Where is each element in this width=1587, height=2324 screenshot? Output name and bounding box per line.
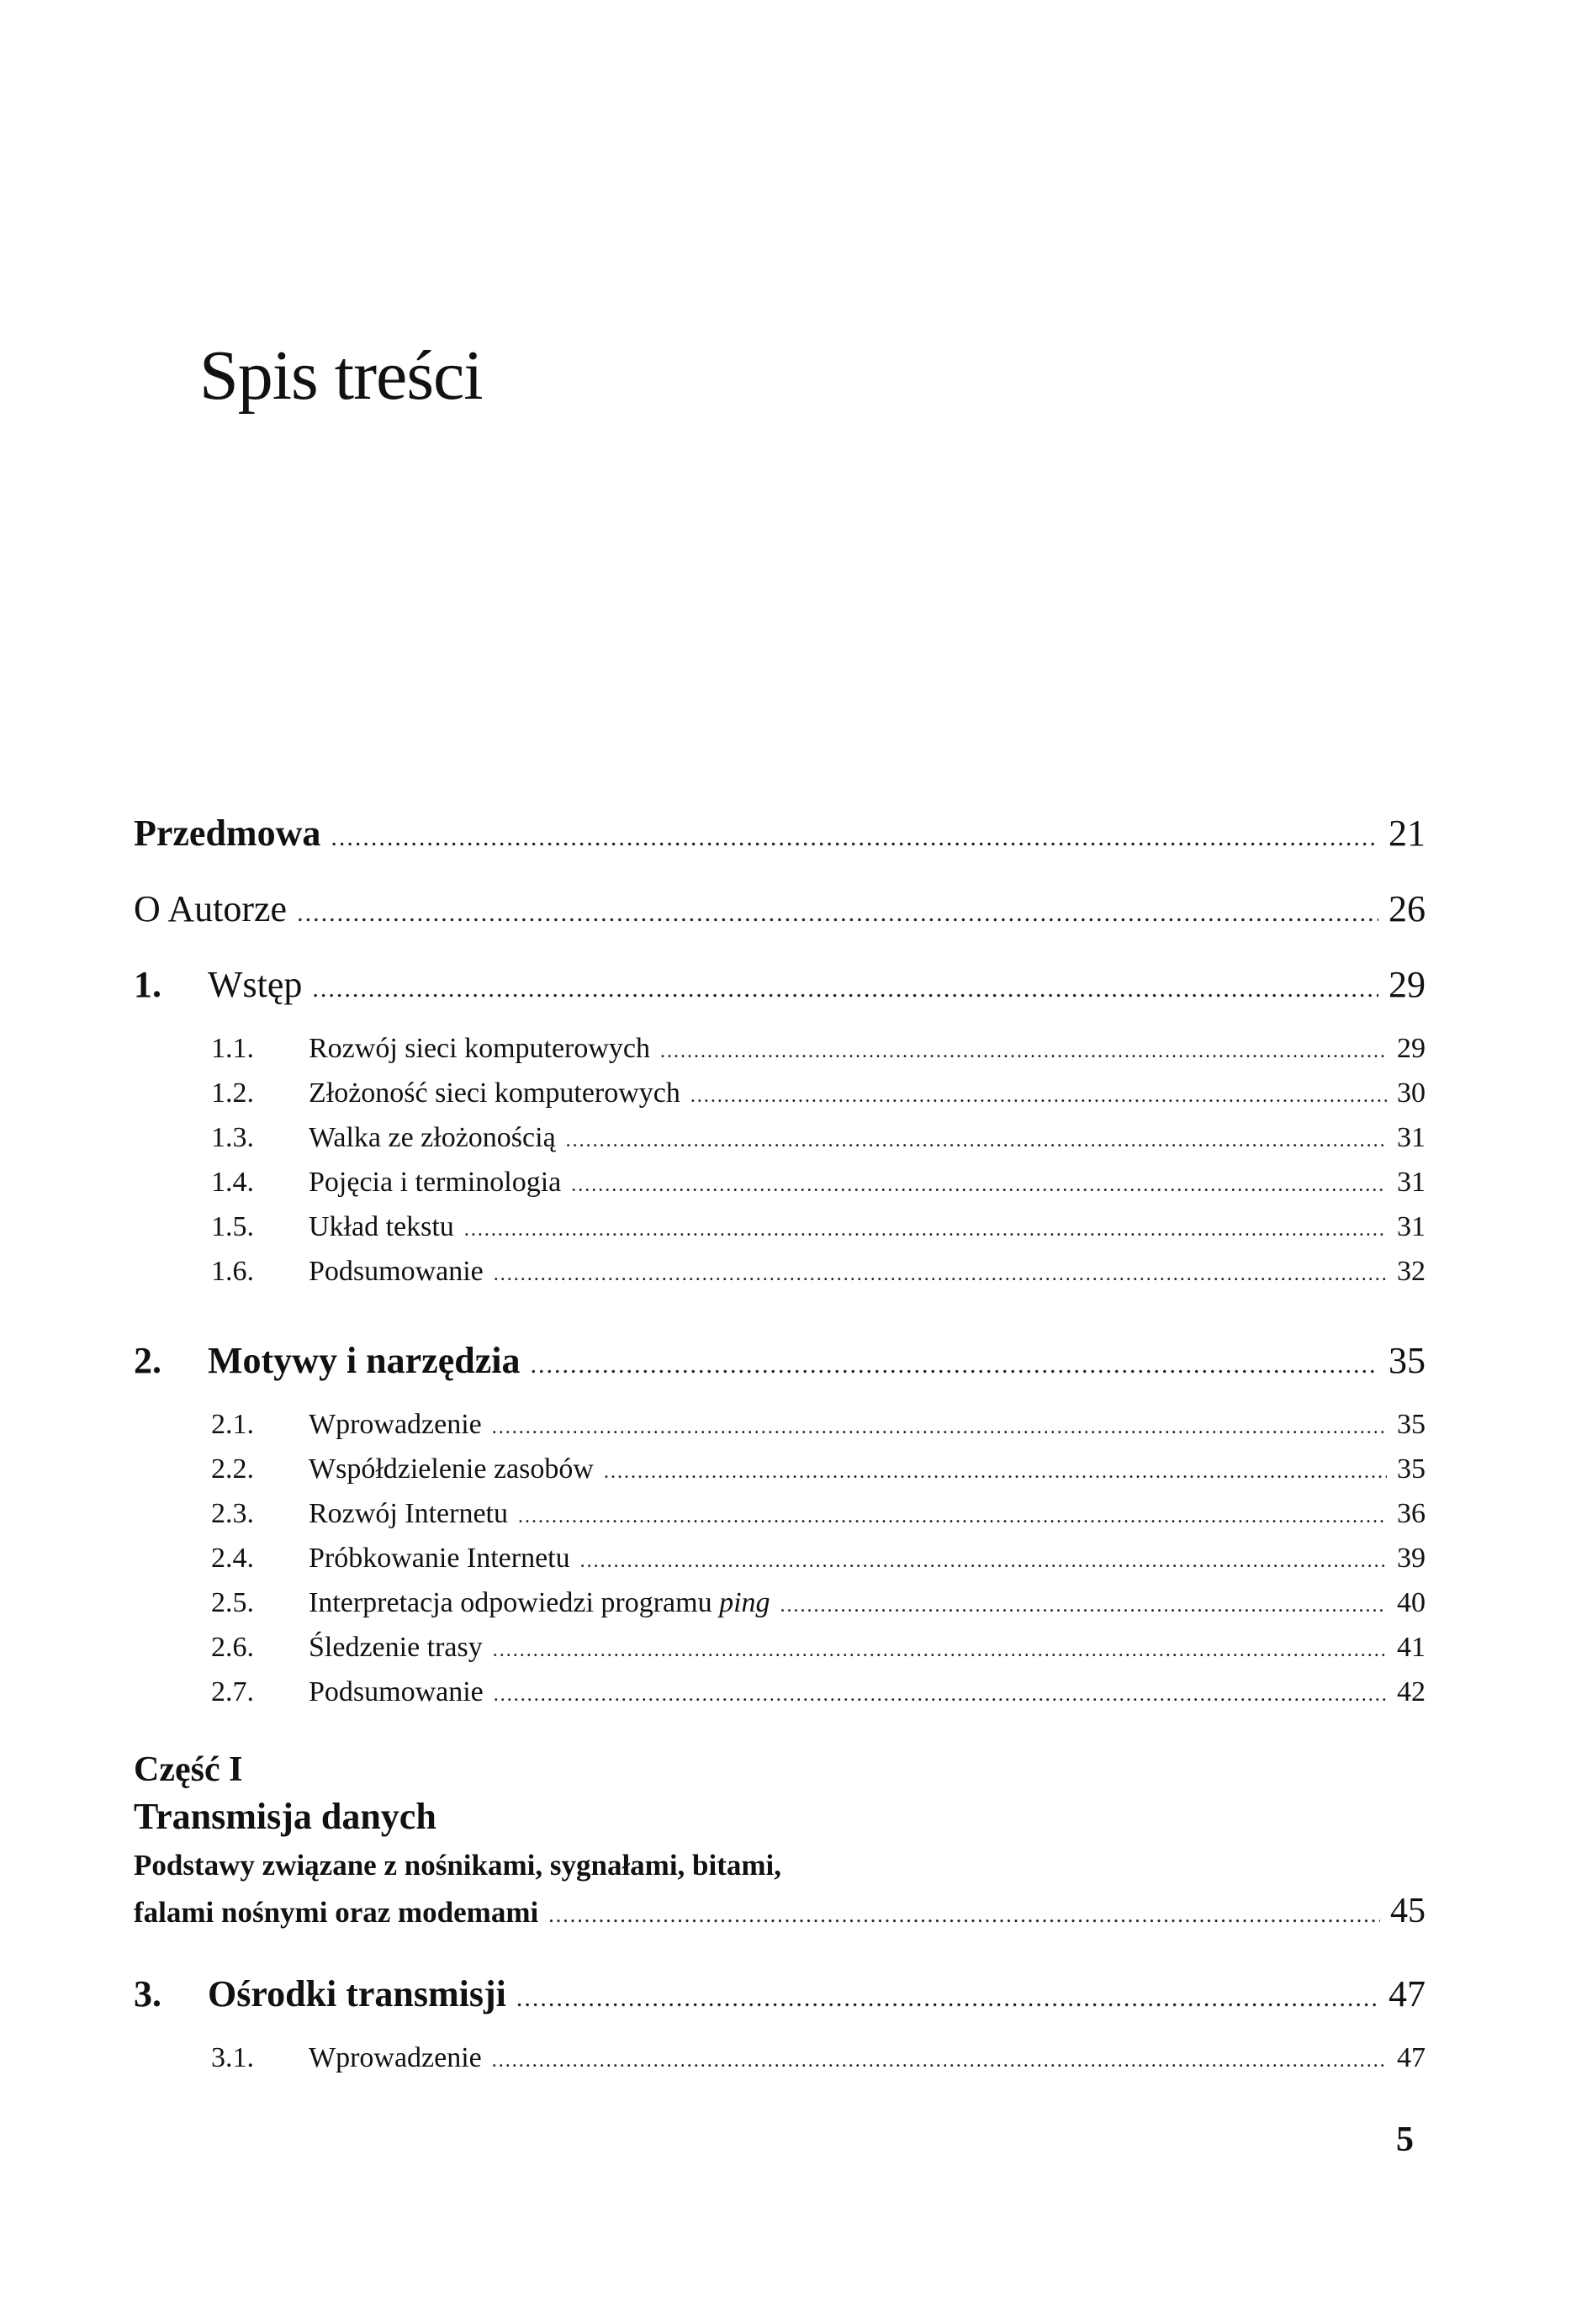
toc-entry-przedmowa[interactable] [134, 812, 1426, 855]
leader-dots [780, 1595, 1387, 1617]
toc-section[interactable] [211, 1256, 1426, 1288]
section-title: Układ tekstu [309, 1211, 454, 1242]
section-title: Podsumowanie [309, 1676, 484, 1707]
toc-section[interactable] [211, 1167, 1426, 1199]
toc-section[interactable] [211, 1077, 1426, 1109]
section-title: Walka ze złożonością [309, 1122, 556, 1153]
toc-chapter-3[interactable] [134, 1972, 1426, 2015]
toc-chapter-2[interactable] [134, 1339, 1426, 1382]
section-title: Próbkowanie Internetu [309, 1543, 570, 1574]
page-number: 29 [1389, 964, 1426, 1005]
chapter-number: 1. [134, 964, 161, 1005]
page-number: 31 [1397, 1167, 1426, 1198]
page-number: 40 [1397, 1587, 1426, 1618]
section-number: 2.4. [211, 1543, 254, 1574]
page-number: 47 [1389, 1973, 1426, 2014]
chapter-number: 2. [134, 1340, 161, 1381]
chapter-title: Motywy i narzędzia [208, 1340, 521, 1381]
section-title-italic: ping [719, 1587, 770, 1618]
toc-section[interactable] [211, 2042, 1426, 2074]
toc-entry-o-autorze[interactable] [134, 887, 1426, 930]
page-number: 36 [1397, 1498, 1426, 1529]
page-number: 42 [1397, 1676, 1426, 1707]
toc-section[interactable] [211, 1587, 1426, 1619]
page-number: 41 [1397, 1632, 1426, 1663]
leader-dots [571, 1174, 1387, 1197]
leader-dots [297, 899, 1378, 928]
page-number: 32 [1397, 1256, 1426, 1287]
leader-dots [494, 1263, 1387, 1286]
section-title: Złożoność sieci komputerowych [309, 1077, 680, 1109]
toc-section[interactable] [211, 1211, 1426, 1243]
section-number: 2.7. [211, 1676, 254, 1707]
section-title: Współdzielenie zasobów [309, 1453, 594, 1485]
leader-dots [660, 1040, 1387, 1063]
part-title: Transmisja danych [134, 1796, 436, 1837]
section-number: 2.3. [211, 1498, 254, 1529]
leader-dots [492, 2050, 1387, 2073]
section-number: 2.2. [211, 1453, 254, 1485]
part-description-line-2: falami nośnymi oraz modemami [134, 1896, 539, 1929]
page-number: 31 [1397, 1122, 1426, 1153]
page-number: 21 [1389, 813, 1426, 854]
page-number: 26 [1389, 888, 1426, 929]
page-number: 35 [1389, 1340, 1426, 1381]
toc-section[interactable] [211, 1676, 1426, 1708]
leader-dots [494, 1684, 1387, 1707]
section-number: 2.5. [211, 1587, 254, 1618]
section-number: 1.2. [211, 1077, 254, 1109]
part-description-line-1: Podstawy związane z nośnikami, sygnałami, bitami, [134, 1849, 782, 1882]
section-number: 1.5. [211, 1211, 254, 1242]
leader-dots [604, 1461, 1387, 1484]
chapter-title: Ośrodki transmisji [208, 1973, 506, 2014]
leader-dots [518, 1506, 1387, 1528]
entry-label: O Autorze [134, 888, 288, 929]
leader-dots [492, 1416, 1387, 1439]
page-number: 47 [1397, 2042, 1426, 2073]
toc-chapter-1[interactable] [134, 963, 1426, 1006]
section-number: 1.6. [211, 1256, 254, 1287]
leader-dots [493, 1639, 1387, 1662]
part-label: Część I [134, 1750, 243, 1789]
page-folio: 5 [1396, 2120, 1414, 2159]
leader-dots [548, 1903, 1380, 1928]
chapter-title: Wstęp [208, 964, 303, 1005]
leader-dots [464, 1219, 1387, 1241]
toc-entry-part-1[interactable] [134, 1891, 1426, 1931]
leader-dots [690, 1085, 1387, 1108]
leader-dots [516, 1984, 1378, 2013]
toc-section[interactable] [211, 1453, 1426, 1485]
page-number: 35 [1397, 1453, 1426, 1485]
section-number: 2.1. [211, 1409, 254, 1440]
section-title: Rozwój Internetu [309, 1498, 508, 1529]
toc-section[interactable] [211, 1409, 1426, 1441]
chapter-number: 3. [134, 1973, 161, 2014]
section-number: 1.3. [211, 1122, 254, 1153]
page-number: 30 [1397, 1077, 1426, 1109]
leader-dots [566, 1130, 1387, 1152]
toc-section[interactable] [211, 1033, 1426, 1065]
section-title: Pojęcia i terminologia [309, 1167, 562, 1198]
section-number: 1.4. [211, 1167, 254, 1198]
page-number: 45 [1390, 1892, 1426, 1930]
page-number: 31 [1397, 1211, 1426, 1242]
page-number: 29 [1397, 1033, 1426, 1064]
leader-dots [530, 1351, 1378, 1379]
leader-dots [312, 975, 1378, 1003]
page-number: 39 [1397, 1543, 1426, 1574]
section-title: Śledzenie trasy [309, 1632, 483, 1663]
section-title: Wprowadzenie [309, 2042, 482, 2073]
leader-dots [580, 1550, 1387, 1573]
section-title: Rozwój sieci komputerowych [309, 1033, 651, 1064]
page-number: 35 [1397, 1409, 1426, 1440]
section-title: Podsumowanie [309, 1256, 484, 1287]
toc-section[interactable] [211, 1498, 1426, 1530]
entry-label: Przedmowa [134, 813, 321, 854]
section-number: 2.6. [211, 1632, 254, 1663]
leader-dots [331, 823, 1378, 852]
toc-section[interactable] [211, 1543, 1426, 1575]
section-title: Wprowadzenie [309, 1409, 482, 1440]
toc-section[interactable] [211, 1632, 1426, 1664]
section-number: 1.1. [211, 1033, 254, 1064]
section-title [309, 1587, 770, 1619]
section-title-text: Interpretacja odpowiedzi programu [309, 1587, 712, 1618]
section-number: 3.1. [211, 2042, 254, 2073]
page-title: Spis treści [199, 336, 483, 415]
toc-section[interactable] [211, 1122, 1426, 1154]
